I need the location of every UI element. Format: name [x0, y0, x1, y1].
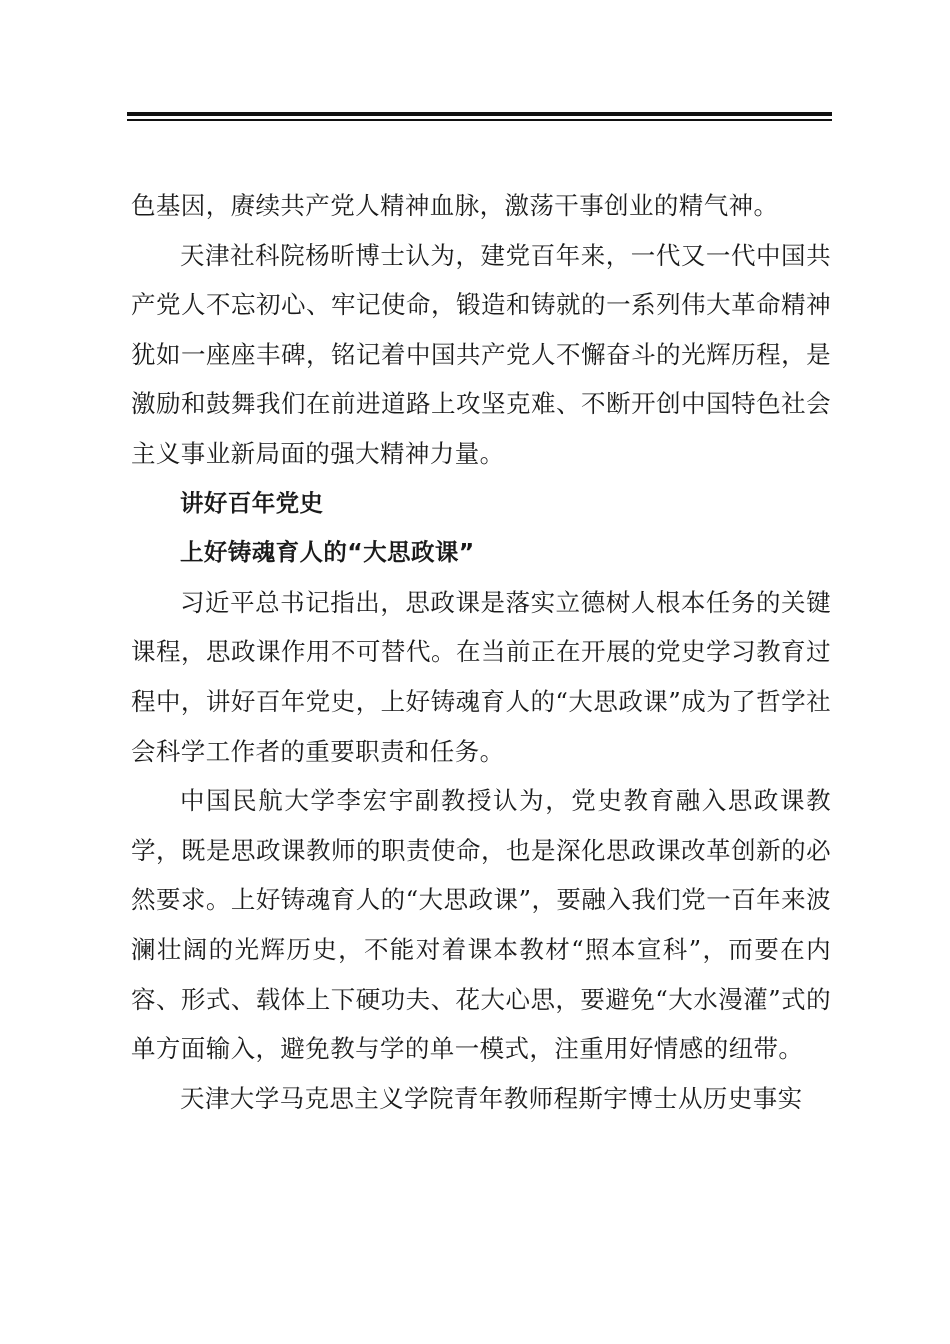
header-rule-thin	[127, 119, 832, 121]
header-rule-thick	[127, 112, 832, 116]
paragraph-cheng-siyu: 天津大学马克思主义学院青年教师程斯宇博士从历史事实	[180, 1083, 803, 1113]
paragraph-li-hongyu: 中国民航大学李宏宇副教授认为，党史教育融入思政课教学，既是思政课教师的职责使命，也是深化思政课改革创新的必然要求。上好铸魂育人的“大思政课”，要融入我们党一百年来波澜壮阔的光辉历史，不能对着课本教材“照本宣科”，而要在内容、形式、载体上下硬功夫、花大心思，要避免“大水漫灌”式的单方面输入，避免教与学的单一模式，注重用好情感的纽带。	[131, 786, 831, 1064]
section-heading-line1: 讲好百年党史	[180, 488, 324, 517]
document-body	[131, 181, 831, 1123]
paragraph-continuation: 色基因，赓续共产党人精神血脉，激荡干事创业的精气神。	[131, 191, 779, 220]
section-heading-line2: 上好铸魂育人的“大思政课”	[180, 538, 475, 567]
paragraph-xi-quote: 习近平总书记指出，思政课是落实立德树人根本任务的关键课程，思政课作用不可替代。在当前正在开展的党史学习教育过程中，讲好百年党史，上好铸魂育人的“大思政课”成为了哲学社会科学工作者的重要职责和任务。	[131, 587, 831, 766]
paragraph-yang-xin: 天津社科院杨昕博士认为，建党百年来，一代又一代中国共产党人不忘初心、牢记使命，锻造和铸就的一系列伟大革命精神犹如一座座丰碑，铭记着中国共产党人不懈奋斗的光辉历程，是激励和鼓舞我们在前进道路上攻坚克难、不断开创中国特色社会主义事业新局面的强大精神力量。	[131, 240, 831, 468]
